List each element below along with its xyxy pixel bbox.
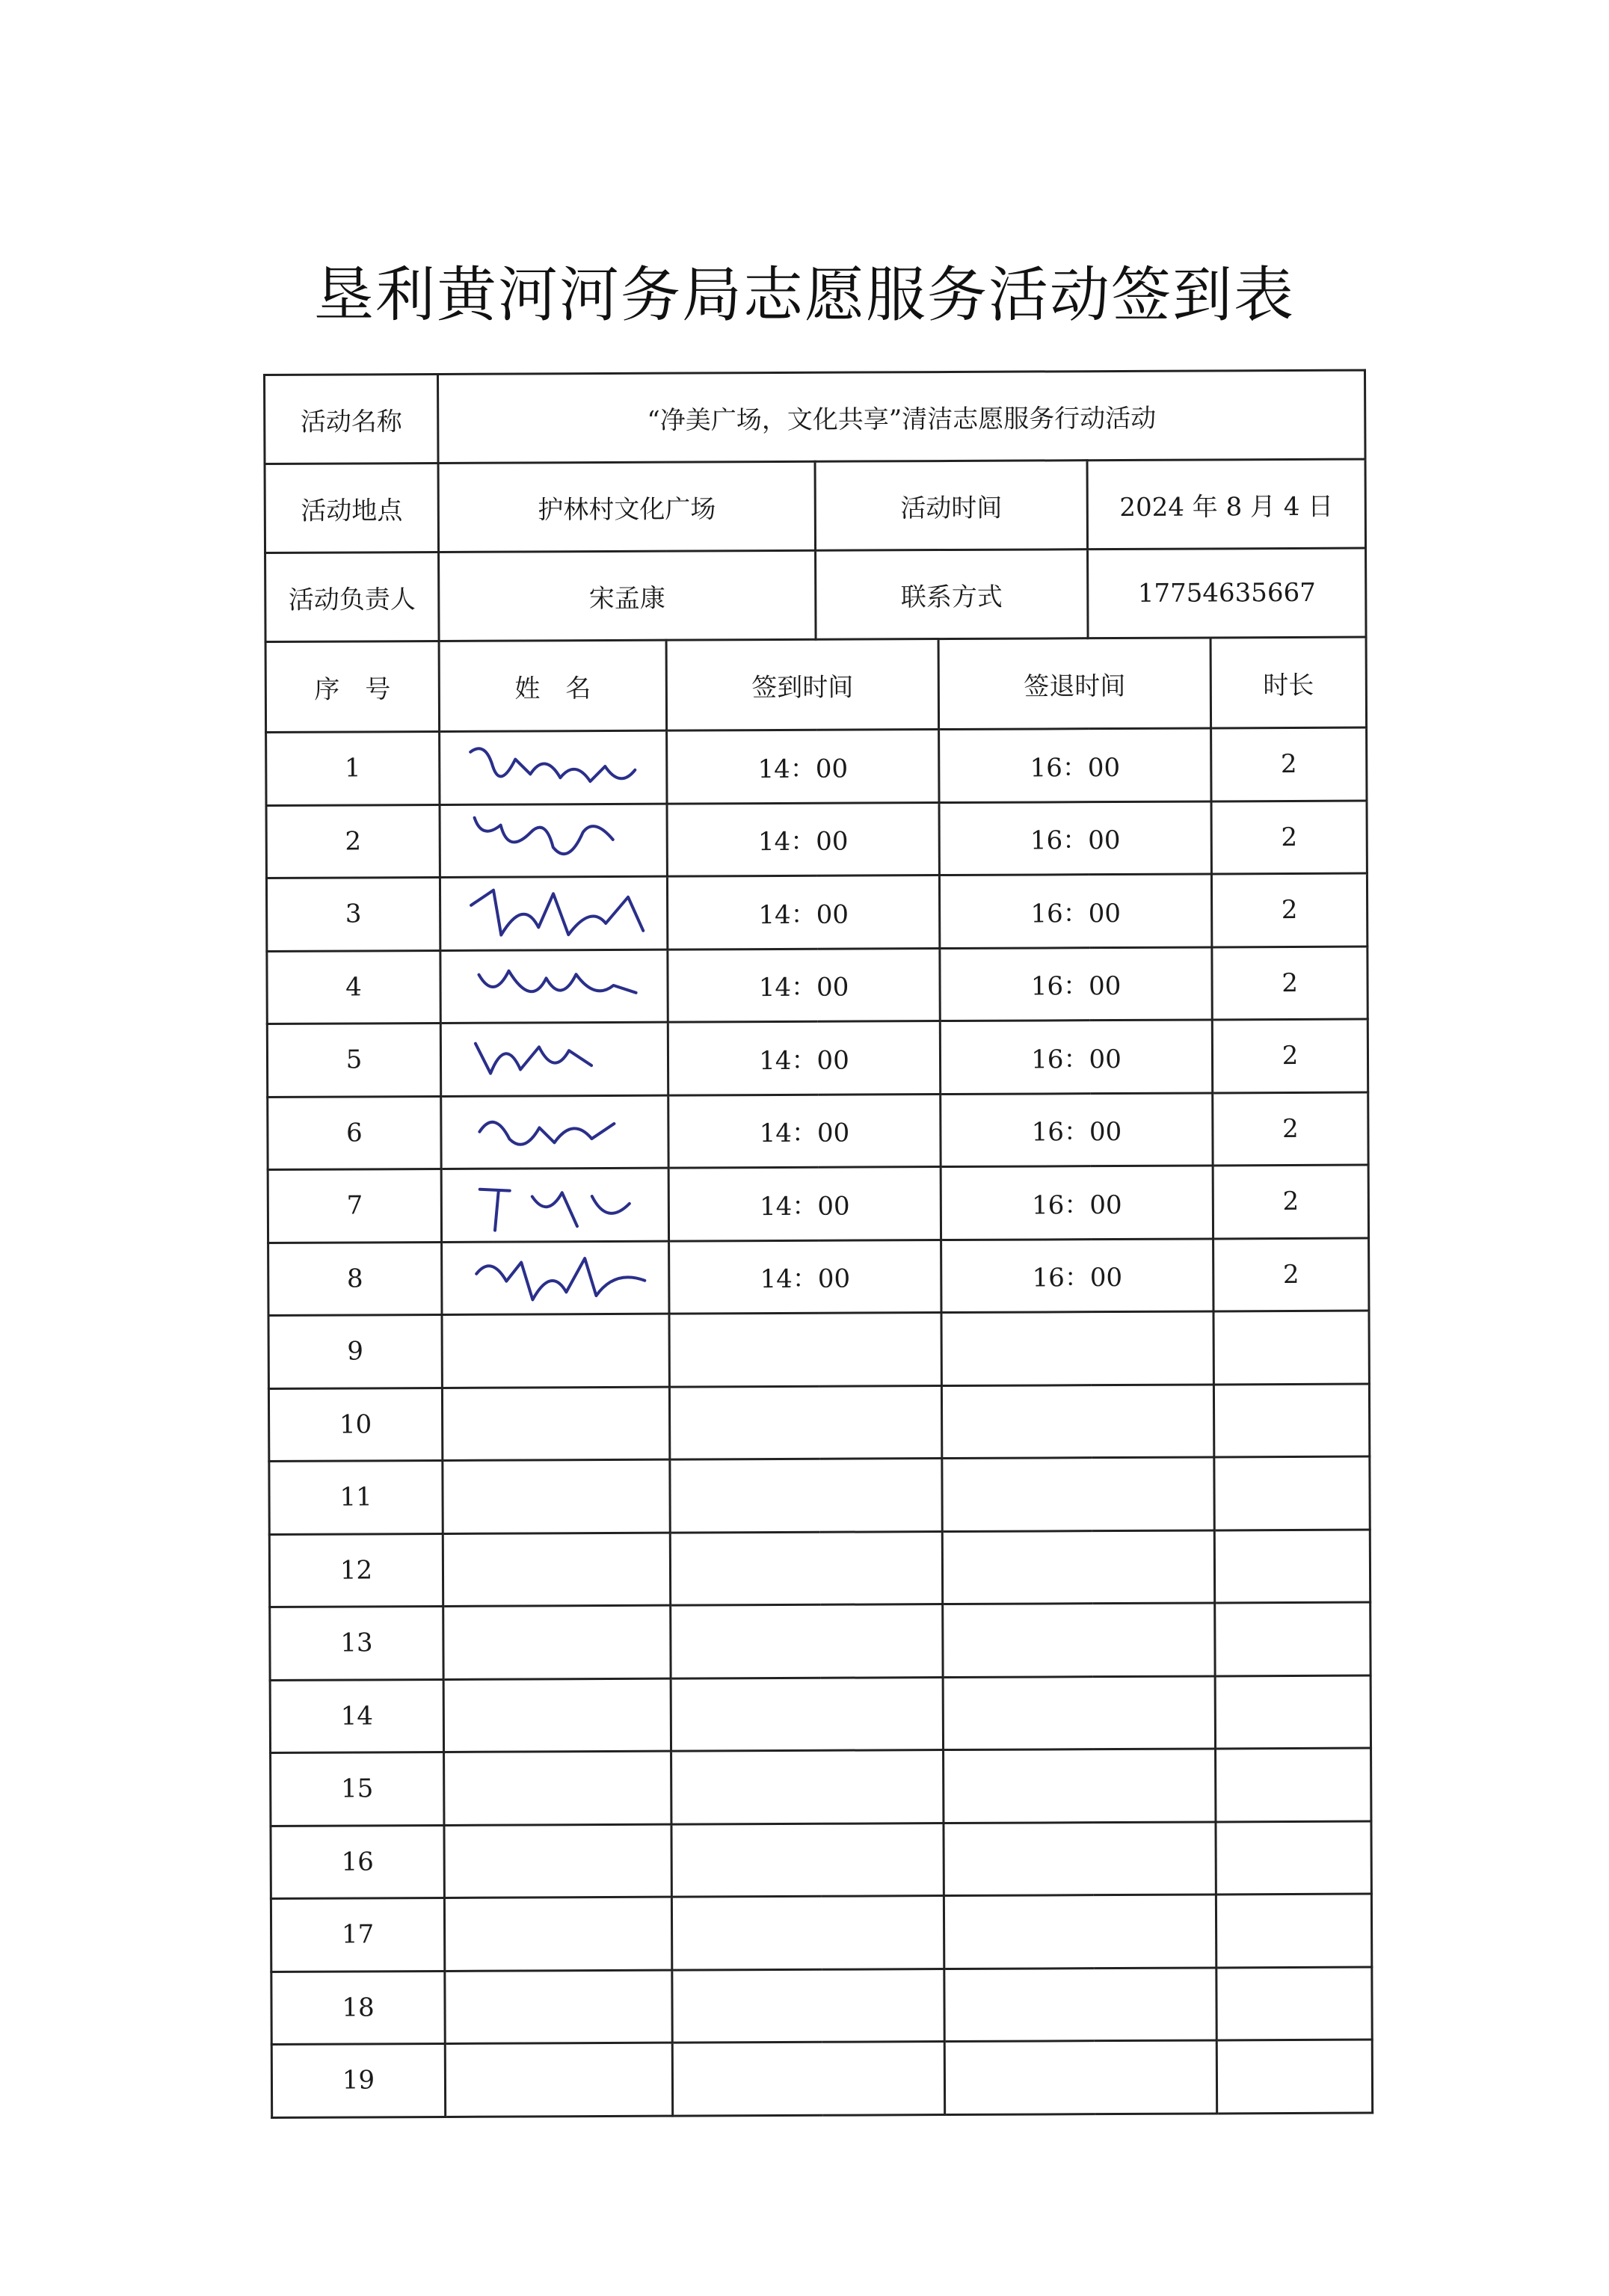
row-name-signature bbox=[440, 876, 667, 950]
row-checkin-time: 14：00 bbox=[668, 1021, 940, 1095]
row-checkout-time: 16：00 bbox=[939, 874, 1211, 948]
row-checkout-time bbox=[942, 1457, 1214, 1531]
table-row bbox=[268, 1165, 1368, 1243]
row-name-signature bbox=[440, 730, 667, 804]
row-duration: 2 bbox=[1212, 947, 1368, 1020]
row-checkout-time: 16：00 bbox=[941, 1166, 1213, 1240]
row-checkout-time: 16：00 bbox=[941, 1238, 1213, 1312]
row-checkin-time bbox=[671, 1604, 943, 1678]
row-index: 11 bbox=[269, 1460, 443, 1534]
row-checkin-time: 14：00 bbox=[668, 1094, 941, 1168]
col-header-index: 序 号 bbox=[265, 641, 440, 732]
table-row bbox=[269, 1530, 1370, 1607]
handwritten-signature-icon bbox=[465, 1246, 659, 1310]
row-index: 12 bbox=[269, 1533, 443, 1607]
table-row bbox=[270, 1675, 1370, 1753]
contact-value: 17754635667 bbox=[1088, 548, 1367, 638]
table-row bbox=[266, 727, 1367, 805]
table-row bbox=[268, 1384, 1369, 1462]
row-checkin-time bbox=[671, 1750, 944, 1824]
row-checkout-time bbox=[944, 1895, 1216, 1969]
row-index: 5 bbox=[267, 1023, 440, 1097]
table-row bbox=[271, 1894, 1371, 1972]
row-checkin-time bbox=[670, 1459, 942, 1533]
row-duration bbox=[1216, 1967, 1372, 2040]
row-name-signature bbox=[440, 804, 667, 878]
handwritten-signature-icon bbox=[464, 882, 658, 946]
row-duration: 2 bbox=[1211, 873, 1367, 947]
location-row bbox=[265, 459, 1366, 553]
leader-row bbox=[265, 548, 1367, 641]
col-header-checkout: 签退时间 bbox=[938, 638, 1211, 730]
signin-table bbox=[263, 369, 1373, 2119]
row-checkin-time bbox=[670, 1531, 942, 1605]
row-name-signature bbox=[444, 1824, 671, 1898]
row-index: 8 bbox=[268, 1242, 442, 1316]
time-value: 2024 年 8 月 4 日 bbox=[1087, 459, 1366, 550]
activity-name-row bbox=[265, 370, 1366, 464]
handwritten-signature-icon bbox=[464, 1028, 659, 1092]
row-duration bbox=[1213, 1311, 1369, 1384]
row-duration bbox=[1213, 1384, 1369, 1457]
handwritten-signature-icon bbox=[464, 809, 658, 872]
row-duration bbox=[1214, 1530, 1370, 1603]
table-row bbox=[268, 1092, 1368, 1170]
row-checkin-time: 14：00 bbox=[668, 1167, 941, 1241]
row-checkin-time bbox=[669, 1385, 941, 1459]
col-header-name: 姓 名 bbox=[439, 640, 667, 731]
row-duration bbox=[1216, 1821, 1371, 1895]
table-row bbox=[271, 1967, 1372, 2045]
row-checkout-time bbox=[944, 1749, 1216, 1823]
table-row bbox=[266, 873, 1367, 951]
row-duration bbox=[1215, 1602, 1370, 1675]
row-name-signature bbox=[444, 1897, 671, 1971]
row-checkin-time bbox=[671, 1823, 944, 1897]
row-checkin-time: 14：00 bbox=[669, 1240, 941, 1314]
handwritten-signature-icon bbox=[465, 1174, 659, 1237]
row-index: 1 bbox=[266, 731, 440, 805]
row-index: 3 bbox=[266, 877, 440, 951]
row-checkin-time: 14：00 bbox=[667, 802, 939, 876]
page-title: 垦利黄河河务局志愿服务活动签到表 bbox=[314, 260, 1295, 330]
activity-name-value: “净美广场，文化共享”清洁志愿服务行动活动 bbox=[438, 370, 1366, 463]
row-index: 10 bbox=[268, 1388, 442, 1462]
row-index: 4 bbox=[267, 950, 440, 1024]
row-checkin-time bbox=[671, 1896, 944, 1970]
table-row bbox=[269, 1456, 1370, 1534]
row-index: 2 bbox=[266, 804, 440, 878]
row-duration bbox=[1216, 1748, 1371, 1821]
row-name-signature bbox=[443, 1459, 670, 1533]
row-name-signature bbox=[442, 1314, 669, 1388]
row-index: 18 bbox=[271, 1971, 445, 2045]
row-duration bbox=[1214, 1456, 1370, 1530]
table-row bbox=[270, 1602, 1370, 1680]
row-name-signature bbox=[442, 1387, 669, 1461]
row-duration: 2 bbox=[1213, 1165, 1368, 1238]
row-checkin-time bbox=[672, 1969, 944, 2043]
row-name-signature bbox=[442, 1241, 669, 1315]
row-checkin-time bbox=[669, 1313, 941, 1387]
table-row bbox=[268, 1238, 1369, 1316]
table-row bbox=[271, 1748, 1371, 1826]
activity-name-label: 活动名称 bbox=[265, 374, 439, 464]
row-name-signature bbox=[443, 1605, 671, 1679]
location-value: 护林村文化广场 bbox=[438, 461, 816, 552]
row-name-signature bbox=[443, 1678, 671, 1752]
row-index: 19 bbox=[271, 2043, 445, 2117]
row-checkout-time bbox=[943, 1603, 1215, 1677]
row-name-signature bbox=[445, 1970, 672, 2044]
row-duration: 2 bbox=[1213, 1238, 1369, 1311]
row-checkin-time: 14：00 bbox=[667, 730, 939, 804]
row-checkout-time bbox=[941, 1384, 1213, 1458]
row-name-signature bbox=[443, 1533, 670, 1607]
row-checkout-time bbox=[942, 1530, 1214, 1604]
row-name-signature bbox=[444, 1751, 671, 1825]
row-checkout-time bbox=[944, 1967, 1216, 2041]
table-row bbox=[271, 1821, 1371, 1899]
column-header-row bbox=[265, 637, 1367, 732]
row-checkout-time: 16：00 bbox=[940, 1020, 1212, 1094]
row-index: 7 bbox=[268, 1169, 441, 1243]
row-duration: 2 bbox=[1213, 1092, 1368, 1166]
handwritten-signature-icon bbox=[463, 736, 657, 800]
row-duration: 2 bbox=[1211, 727, 1367, 801]
row-index: 9 bbox=[268, 1314, 442, 1388]
row-index: 16 bbox=[271, 1825, 444, 1899]
row-checkout-time bbox=[944, 1821, 1216, 1895]
row-checkin-time bbox=[671, 1677, 943, 1751]
row-checkin-time: 14：00 bbox=[668, 948, 940, 1022]
col-header-duration: 时长 bbox=[1210, 637, 1367, 728]
row-index: 6 bbox=[268, 1096, 441, 1170]
row-index: 14 bbox=[270, 1679, 443, 1753]
row-index: 17 bbox=[271, 1898, 444, 1972]
row-duration bbox=[1215, 1675, 1370, 1749]
row-duration bbox=[1216, 2040, 1372, 2113]
row-duration: 2 bbox=[1212, 1019, 1368, 1092]
table-row bbox=[268, 1311, 1369, 1388]
row-duration bbox=[1216, 1894, 1371, 1967]
row-index: 15 bbox=[271, 1752, 444, 1826]
row-checkout-time: 16：00 bbox=[939, 801, 1211, 875]
col-header-checkin: 签到时间 bbox=[666, 639, 939, 731]
row-name-signature bbox=[440, 950, 668, 1024]
contact-label: 联系方式 bbox=[816, 550, 1089, 640]
row-checkout-time: 16：00 bbox=[940, 947, 1212, 1021]
leader-label: 活动负责人 bbox=[265, 552, 440, 641]
row-name-signature bbox=[440, 1022, 668, 1096]
row-checkout-time bbox=[941, 1311, 1213, 1385]
table-row bbox=[266, 801, 1367, 878]
table-row bbox=[267, 947, 1368, 1024]
row-name-signature bbox=[441, 1168, 668, 1242]
row-checkin-time bbox=[672, 2042, 944, 2116]
row-checkin-time: 14：00 bbox=[667, 875, 939, 950]
row-duration: 2 bbox=[1211, 801, 1367, 874]
handwritten-signature-icon bbox=[464, 955, 658, 1018]
row-checkout-time bbox=[944, 2040, 1216, 2114]
row-name-signature bbox=[445, 2043, 672, 2117]
row-checkout-time: 16：00 bbox=[941, 1092, 1213, 1166]
time-label: 活动时间 bbox=[815, 461, 1088, 551]
row-checkout-time: 16：00 bbox=[939, 728, 1211, 802]
location-label: 活动地点 bbox=[265, 463, 439, 553]
leader-value: 宋孟康 bbox=[439, 550, 816, 641]
table-row bbox=[267, 1019, 1368, 1097]
table-row bbox=[271, 2040, 1372, 2117]
row-name-signature bbox=[441, 1095, 668, 1169]
handwritten-signature-icon bbox=[464, 1101, 659, 1164]
row-index: 13 bbox=[270, 1606, 443, 1680]
row-checkout-time bbox=[943, 1675, 1215, 1749]
